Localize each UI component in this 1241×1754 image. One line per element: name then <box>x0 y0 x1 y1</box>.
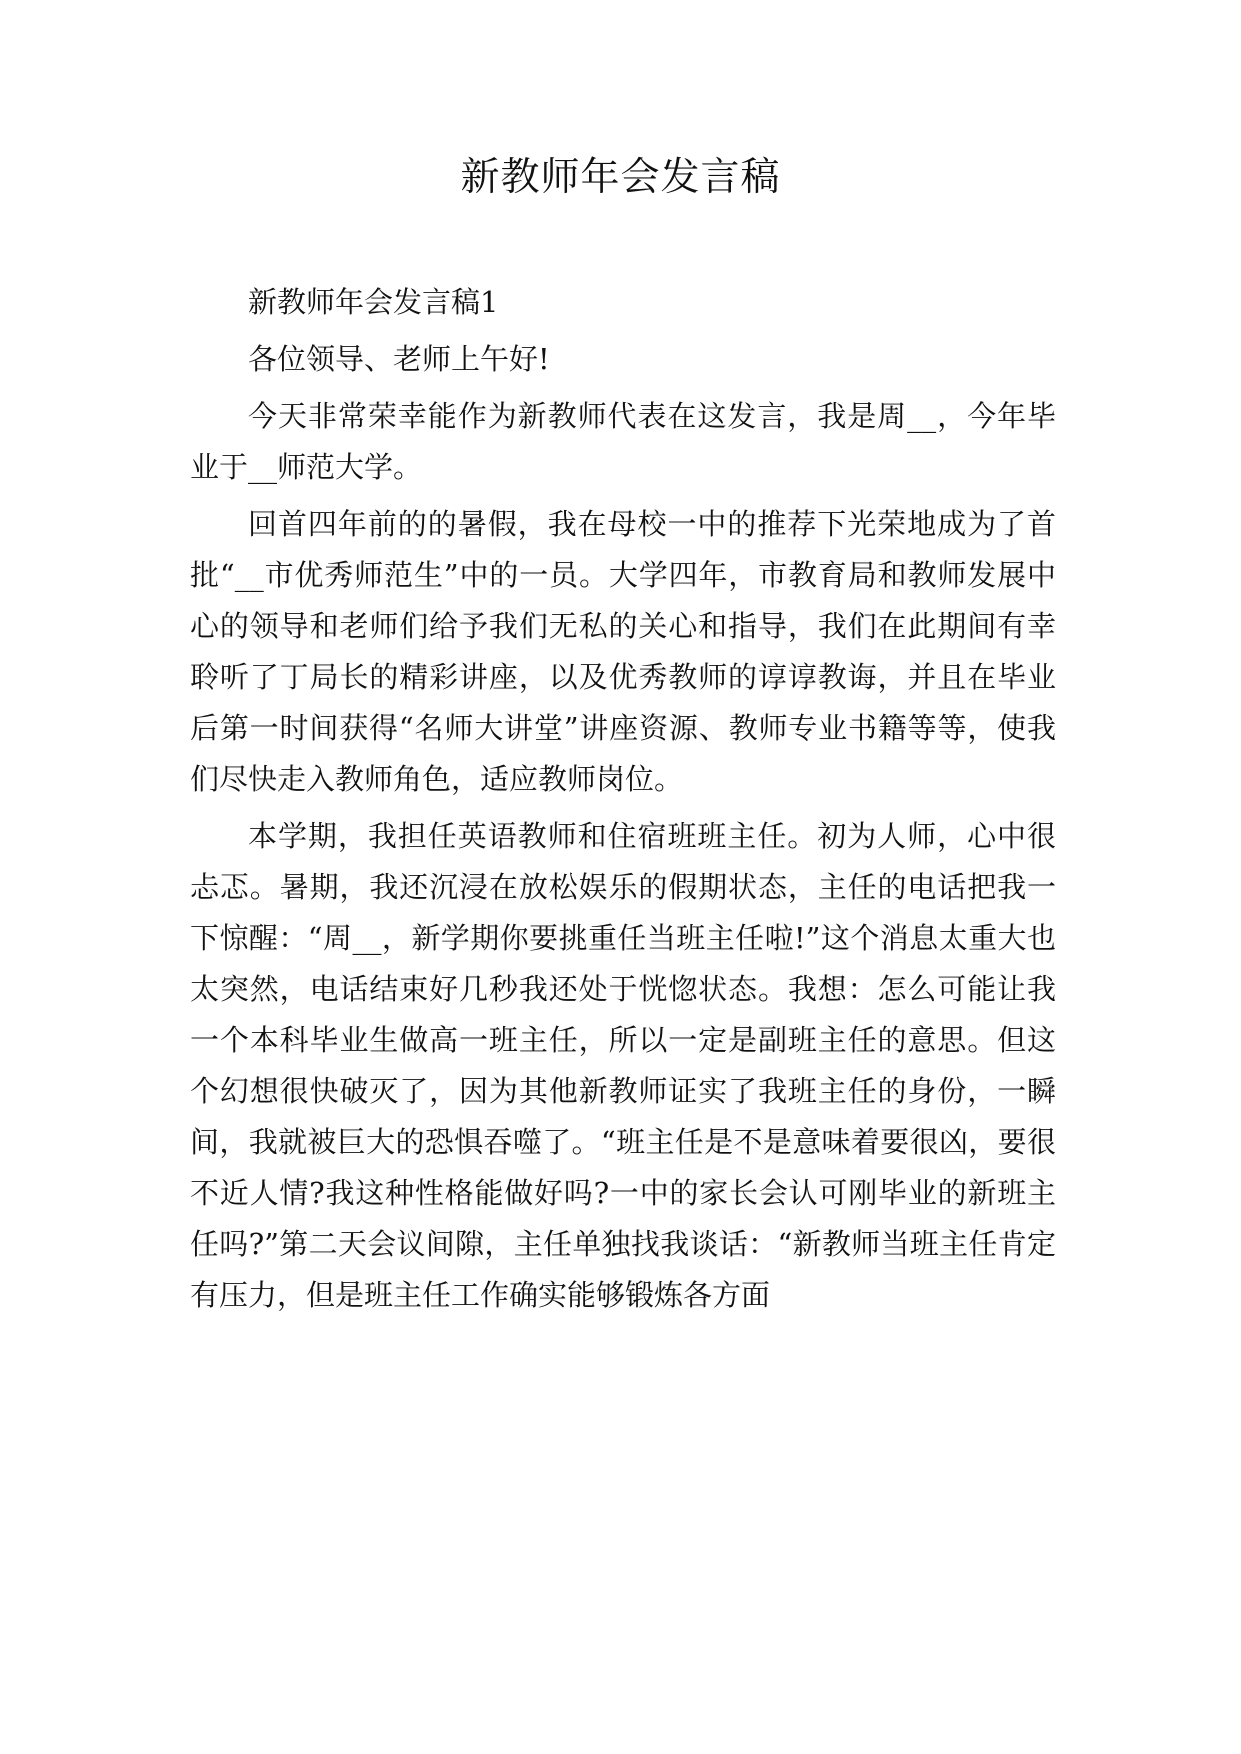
background-paragraph: 回首四年前的的暑假，我在母校一中的推荐下光荣地成为了首批“__市优秀师范生”中的一员。大学四年，市教育局和教师发展中心的领导和老师们给予我们无私的关心和指导，我们在此期间有幸聆听了丁局长的精彩讲座，以及优秀教师的谆谆教诲，并且在毕业后第一时间获得“名师大讲堂”讲座资源、教师专业书籍等等，使我们尽快走入教师角色，适应教师岗位。 <box>190 507 1056 796</box>
greeting-paragraph: 各位领导、老师上午好! <box>248 342 550 376</box>
subtitle-paragraph: 新教师年会发言稿1 <box>248 285 499 319</box>
current-role-paragraph: 本学期，我担任英语教师和住宿班班主任。初为人师，心中很忐忑。暑期，我还沉浸在放松娱乐的假期状态，主任的电话把我一下惊醒：“周__，新学期你要挑重任当班主任啦!”这个消息太重大也太突然，电话结束好几秒我还处于恍惚状态。我想：怎么可能让我一个本科毕业生做高一班主任，所以一定是副班主任的意思。但这个幻想很快破灭了，因为其他新教师证实了我班主任的身份，一瞬间，我就被巨大的恐惧吞噬了。“班主任是不是意味着要很凶，要很不近人情?我这种性格能做好吗?一中的家长会认可刚毕业的新班主任吗?”第二天会议间隙，主任单独找我谈话：“新教师当班主任肯定有压力，但是班主任工作确实能够锻炼各方面 <box>190 819 1056 1312</box>
document-body <box>190 277 1056 1321</box>
intro-paragraph: 今天非常荣幸能作为新教师代表在这发言，我是周__，今年毕业于__师范大学。 <box>190 399 1056 484</box>
document-title: 新教师年会发言稿 <box>460 155 781 200</box>
